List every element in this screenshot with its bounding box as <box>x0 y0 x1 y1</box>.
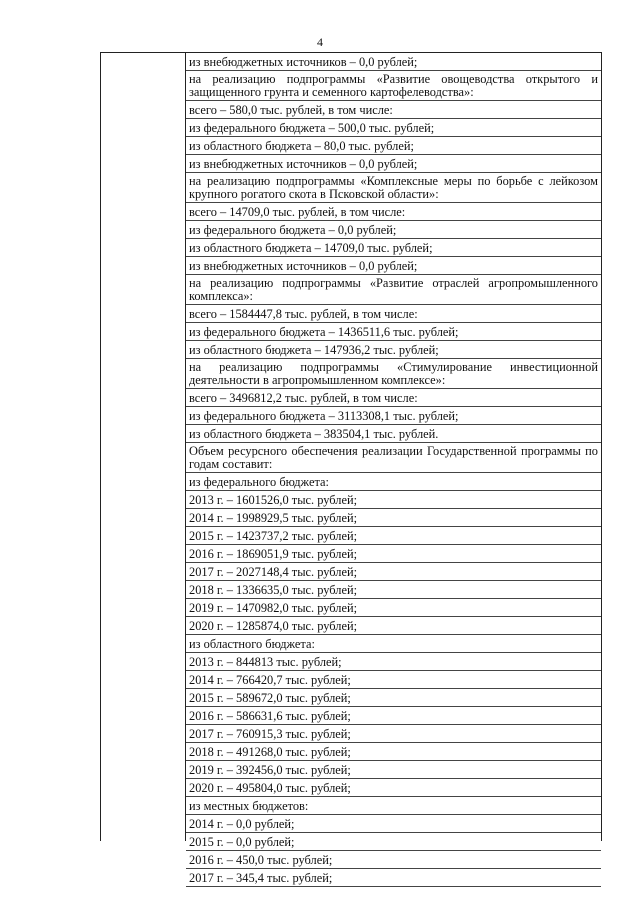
table-row: 2014 г. – 766420,7 тыс. рублей; <box>186 671 601 689</box>
table-row: 2017 г. – 2027148,4 тыс. рублей; <box>186 563 601 581</box>
table-row: Объем ресурсного обеспечения реализации Государственной программы по годам составит: <box>186 443 601 473</box>
table-row: 2015 г. – 0,0 рублей; <box>186 833 601 851</box>
table-row: на реализацию подпрограммы «Стимулирование инвестиционной деятельности в агропромышленном комплексе»: <box>186 359 601 389</box>
table-row: 2017 г. – 760915,3 тыс. рублей; <box>186 725 601 743</box>
table-row: 2020 г. – 1285874,0 тыс. рублей; <box>186 617 601 635</box>
table-row: всего – 1584447,8 тыс. рублей, в том числе: <box>186 305 601 323</box>
table-row: из внебюджетных источников – 0,0 рублей; <box>186 257 601 275</box>
table-row: 2013 г. – 844813 тыс. рублей; <box>186 653 601 671</box>
table-row: 2016 г. – 450,0 тыс. рублей; <box>186 851 601 869</box>
table-row: из областного бюджета – 80,0 тыс. рублей; <box>186 137 601 155</box>
table-left-column <box>101 53 186 841</box>
table-row: всего – 580,0 тыс. рублей, в том числе: <box>186 101 601 119</box>
table-row: из областного бюджета: <box>186 635 601 653</box>
table-row: из местных бюджетов: <box>186 797 601 815</box>
table-row: 2019 г. – 1470982,0 тыс. рублей; <box>186 599 601 617</box>
table-row: из областного бюджета – 383504,1 тыс. рублей. <box>186 425 601 443</box>
table-row: из внебюджетных источников – 0,0 рублей; <box>186 155 601 173</box>
table-right-column <box>186 53 601 887</box>
table-row: на реализацию подпрограммы «Развитие отраслей агропромышленного комплекса»: <box>186 275 601 305</box>
table-row: из федерального бюджета: <box>186 473 601 491</box>
table-row: всего – 3496812,2 тыс. рублей, в том числе: <box>186 389 601 407</box>
table-row: из федерального бюджета – 500,0 тыс. рублей; <box>186 119 601 137</box>
page-number: 4 <box>317 35 323 49</box>
table-row: из федерального бюджета – 1436511,6 тыс. рублей; <box>186 323 601 341</box>
table-row: 2015 г. – 589672,0 тыс. рублей; <box>186 689 601 707</box>
table-row: 2017 г. – 345,4 тыс. рублей; <box>186 869 601 887</box>
table-row: на реализацию подпрограммы «Комплексные меры по борьбе с лейкозом крупного рогатого скота в Псковской области»: <box>186 173 601 203</box>
table-row: 2020 г. – 495804,0 тыс. рублей; <box>186 779 601 797</box>
table-row: из федерального бюджета – 0,0 рублей; <box>186 221 601 239</box>
table-frame <box>100 52 602 885</box>
table-row: 2013 г. – 1601526,0 тыс. рублей; <box>186 491 601 509</box>
table-row: 2016 г. – 1869051,9 тыс. рублей; <box>186 545 601 563</box>
table-row: 2015 г. – 1423737,2 тыс. рублей; <box>186 527 601 545</box>
table-row: 2014 г. – 0,0 рублей; <box>186 815 601 833</box>
table-row: из внебюджетных источников – 0,0 рублей; <box>186 53 601 71</box>
table-row: из областного бюджета – 14709,0 тыс. рублей; <box>186 239 601 257</box>
table-row: 2014 г. – 1998929,5 тыс. рублей; <box>186 509 601 527</box>
table-row: 2018 г. – 1336635,0 тыс. рублей; <box>186 581 601 599</box>
table-row: из областного бюджета – 147936,2 тыс. рублей; <box>186 341 601 359</box>
table-row: 2019 г. – 392456,0 тыс. рублей; <box>186 761 601 779</box>
table-row: 2016 г. – 586631,6 тыс. рублей; <box>186 707 601 725</box>
table-row: 2018 г. – 491268,0 тыс. рублей; <box>186 743 601 761</box>
table-row: из федерального бюджета – 3113308,1 тыс. рублей; <box>186 407 601 425</box>
table-row: всего – 14709,0 тыс. рублей, в том числе: <box>186 203 601 221</box>
table-row: на реализацию подпрограммы «Развитие овощеводства открытого и защищенного грунта и семенного картофелеводства»: <box>186 71 601 101</box>
